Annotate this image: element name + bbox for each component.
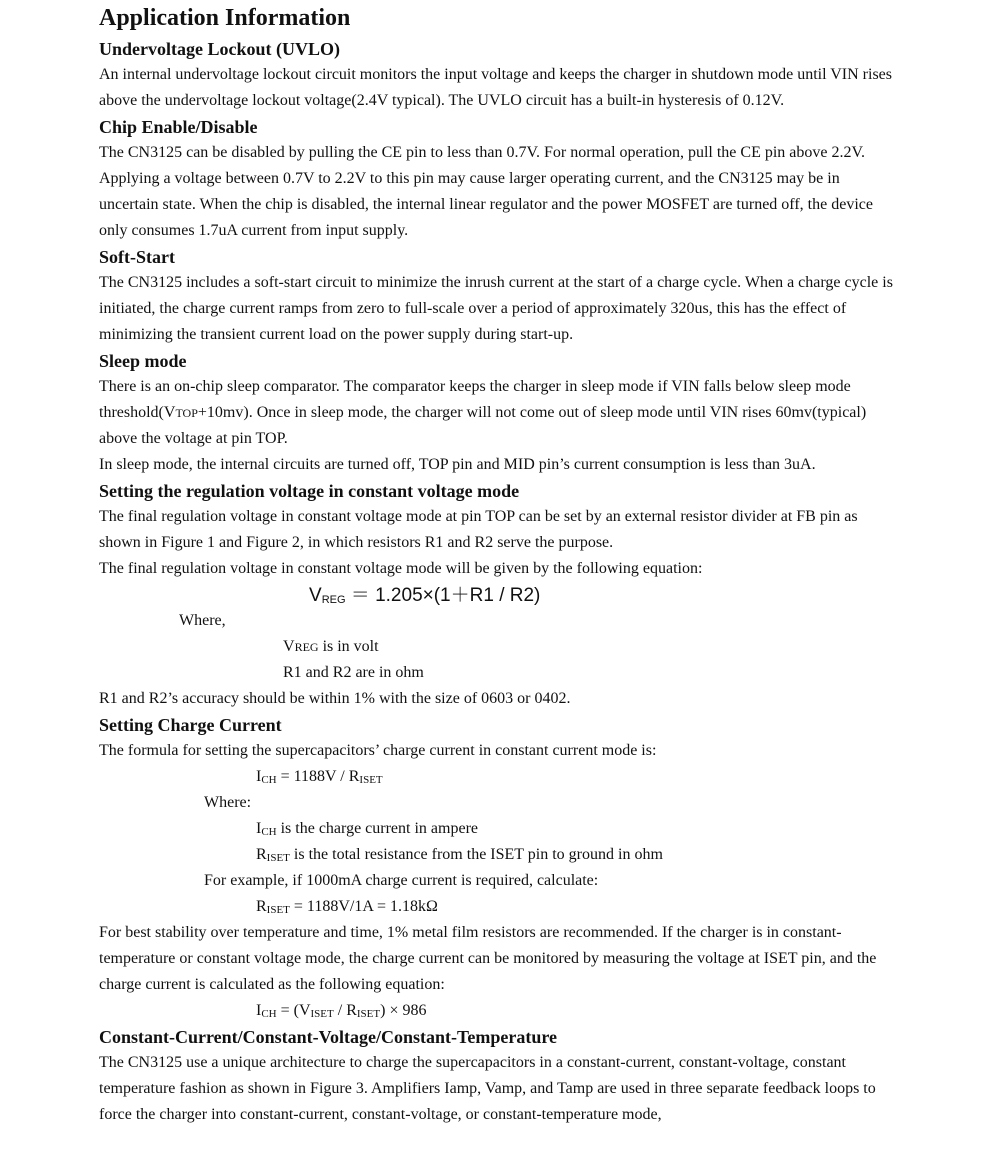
soft-start-heading: Soft-Start xyxy=(99,247,175,267)
uvlo-heading: Undervoltage Lockout (UVLO) xyxy=(99,39,340,59)
uvlo-paragraph: An internal undervoltage lockout circuit monitors the input voltage and keeps the charger in shutdown mode until VIN rises above the undervoltage lockout voltage(2.4V typical). The UVLO circuit has a built-in hysteresis of 0.12V. xyxy=(99,66,893,109)
riset-example-equation: $R_{ISET} = 1188V/1A = 1.18k\Omega$ xyxy=(256,898,438,916)
charge-monitor-paragraph: For best stability over temperature and time, 1% metal film resistors are recommended. If the charger is in constant-temperature or constant voltage mode, the charge current can be monitored by measuring the voltage at ISET pin, and the charge current is calculated as the following equation: xyxy=(99,924,877,993)
vreg-definition: VREG is in volt xyxy=(283,638,379,655)
ich-equation: $I_{CH} = 1188V / R_{ISET}$ xyxy=(256,768,383,786)
sleep-mode-paragraph-2: In sleep mode, the internal circuits are turned off, TOP pin and MID pin’s current consumption is less than 3uA. xyxy=(99,456,816,473)
chip-enable-paragraph: The CN3125 can be disabled by pulling the CE pin to less than 0.7V. For normal operation, pull the CE pin above 2.2V. Applying a voltage between 0.7V to 2.2V to this pin may cause larger operating current, and the CN3125 may be in uncertain state. When the chip is disabled, the internal linear regulator and the power MOSFET are turned off, the device only consumes 1.7uA current from input supply. xyxy=(99,144,873,239)
cc-cv-ct-heading: Constant-Current/Constant-Voltage/Constant-Temperature xyxy=(99,1027,557,1047)
where-label: Where, xyxy=(179,612,226,629)
where-label-2: Where: xyxy=(204,794,252,811)
regulation-paragraph: The final regulation voltage in constant voltage mode at pin TOP can be set by an external resistor divider at FB pin as shown in Figure 1 and Figure 2, in which resistors R1 and R2 serve the purpose. xyxy=(99,508,858,551)
regulation-heading: Setting the regulation voltage in constant voltage mode xyxy=(99,481,520,501)
cc-cv-ct-paragraph: The CN3125 use a unique architecture to charge the supercapacitors in a constant-current, constant-voltage, constant temperature fashion as shown in Figure 3. Amplifiers Iamp, Vamp, and Tamp are used in three separate feedback loops to force the charger into constant-current, constant-voltage, or constant-temperature mode, xyxy=(99,1054,876,1123)
document-page xyxy=(99,0,899,1128)
chip-enable-heading: Chip Enable/Disable xyxy=(99,117,258,137)
ich-monitor-equation: $I_{CH} = (V_{ISET} / R_{ISET}) \times 986$ xyxy=(256,1002,427,1020)
sleep-mode-paragraph: There is an on-chip sleep comparator. The comparator keeps the charger in sleep mode if VIN falls below sleep mode threshold(VTOP+10mv). Once in sleep mode, the charger will not come out of sleep mode until VIN rises 60mv(typical) above the voltage at pin TOP. xyxy=(99,378,867,447)
example-line: For example, if 1000mA charge current is required, calculate: xyxy=(204,872,599,889)
charge-current-heading: Setting Charge Current xyxy=(99,715,282,735)
soft-start-paragraph: The CN3125 includes a soft-start circuit to minimize the inrush current at the start of a charge cycle. When a charge cycle is initiated, the charge current ramps from zero to full-scale over a period of approximately 320us, this has the effect of minimizing the transient current load on the power supply during start-up. xyxy=(99,274,893,343)
ich-definition: $I_{CH}$ is the charge current in ampere xyxy=(256,820,478,838)
r1-r2-definition: R1 and R2 are in ohm xyxy=(283,664,424,681)
charge-current-intro: The formula for setting the supercapacitors’ charge current in constant current mode is: xyxy=(99,742,657,759)
resistor-accuracy-note: R1 and R2’s accuracy should be within 1% with the size of 0603 or 0402. xyxy=(99,690,571,707)
riset-definition: $R_{ISET}$ is the total resistance from the ISET pin to ground in ohm xyxy=(256,846,663,864)
page-title: Application Information xyxy=(99,5,351,31)
vreg-equation: $V_{REG} = 1.205\times(1+R1 / R2)$ xyxy=(309,585,541,606)
regulation-equation-intro: The final regulation voltage in constant voltage mode will be given by the following equation: xyxy=(99,560,703,577)
sleep-mode-heading: Sleep mode xyxy=(99,351,187,371)
